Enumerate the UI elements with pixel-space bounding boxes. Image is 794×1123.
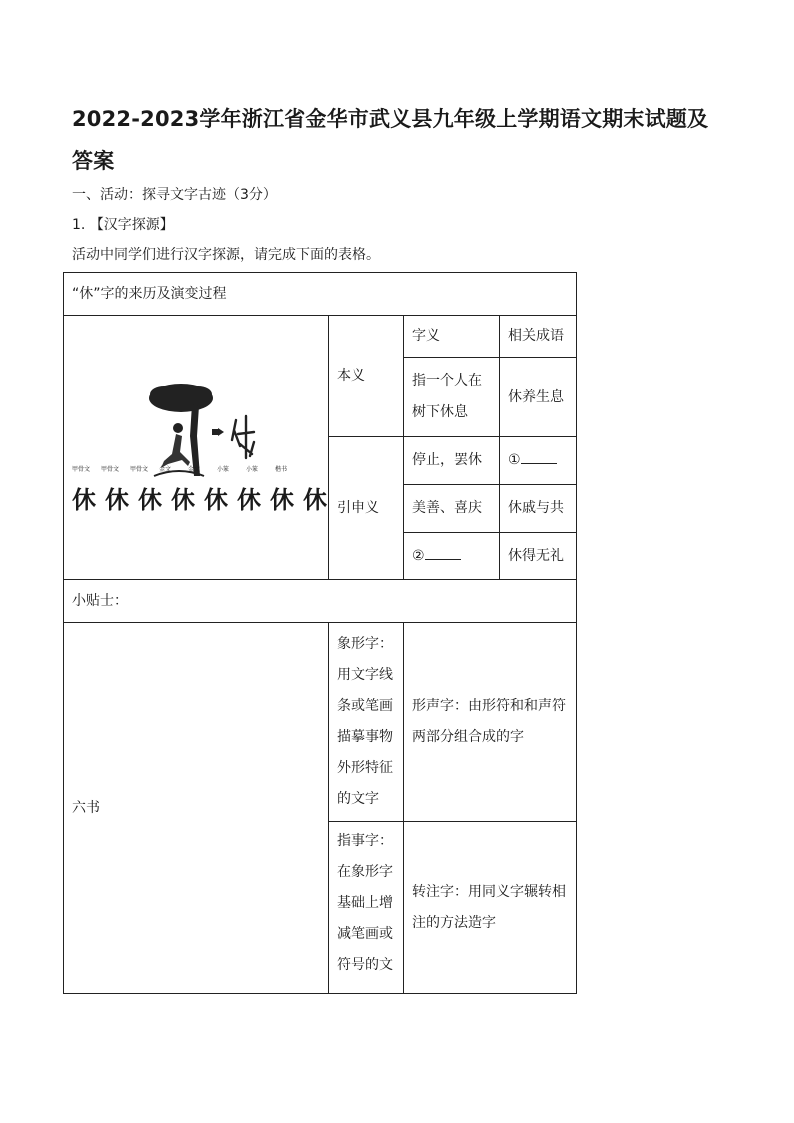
tree-person-illustration xyxy=(64,316,329,579)
zhishi-def: 指事字：在象形字基础上增减笔画或符号的文 xyxy=(329,822,404,994)
benyi-meaning: 指一个人在树下休息 xyxy=(404,358,500,437)
hanzi-table xyxy=(63,272,577,994)
benyi-label: 本义 xyxy=(329,316,404,437)
section-heading: 一、活动：探寻文字古迹（3分） xyxy=(72,187,277,203)
zhuanzhu-def: 转注字：用同义字辗转相注的方法造字 xyxy=(404,822,577,994)
yinshenyi-meaning-1: 停止，罢休 xyxy=(404,437,500,485)
yinshenyi-label: 引申义 xyxy=(329,437,404,580)
tip-label: 小贴士： xyxy=(64,580,577,623)
instruction-text: 活动中同学们进行汉字探源，请完成下面的表格。 xyxy=(72,247,380,263)
xiangxing-def: 象形字：用文字线条或笔画描摹事物外形特征的文字 xyxy=(329,623,404,822)
evolution-figure xyxy=(64,316,336,580)
yinshenyi-idiom-2: 休戚与共 xyxy=(500,485,577,533)
yinshenyi-idiom-3: 休得无礼 xyxy=(500,533,577,580)
yinshenyi-meaning-2: 美善、喜庆 xyxy=(404,485,500,533)
liushu-label: 六书 xyxy=(64,623,329,994)
document-title: 2022-2023学年浙江省金华市武义县九年级上学期语文期末试题及答案 xyxy=(72,107,709,173)
stage-labels: 甲骨文 甲骨文 甲骨文 金文 金文 小篆 小篆 楷书 xyxy=(72,466,288,473)
answer-blank-1[interactable]: ① xyxy=(500,437,577,485)
glyph-row: 休休休休休休休休 xyxy=(72,485,336,514)
benyi-idiom: 休养生息 xyxy=(500,358,577,437)
col-meaning-header: 字义 xyxy=(404,316,500,358)
table-header: “休”字的来历及演变过程 xyxy=(64,273,577,316)
xingsheng-def: 形声字：由形符和和声符两部分组合成的字 xyxy=(404,623,577,822)
answer-blank-2[interactable]: ② xyxy=(404,533,500,580)
col-idiom-header: 相关成语 xyxy=(500,316,577,358)
question-label: 1. 【汉字探源】 xyxy=(72,217,174,233)
